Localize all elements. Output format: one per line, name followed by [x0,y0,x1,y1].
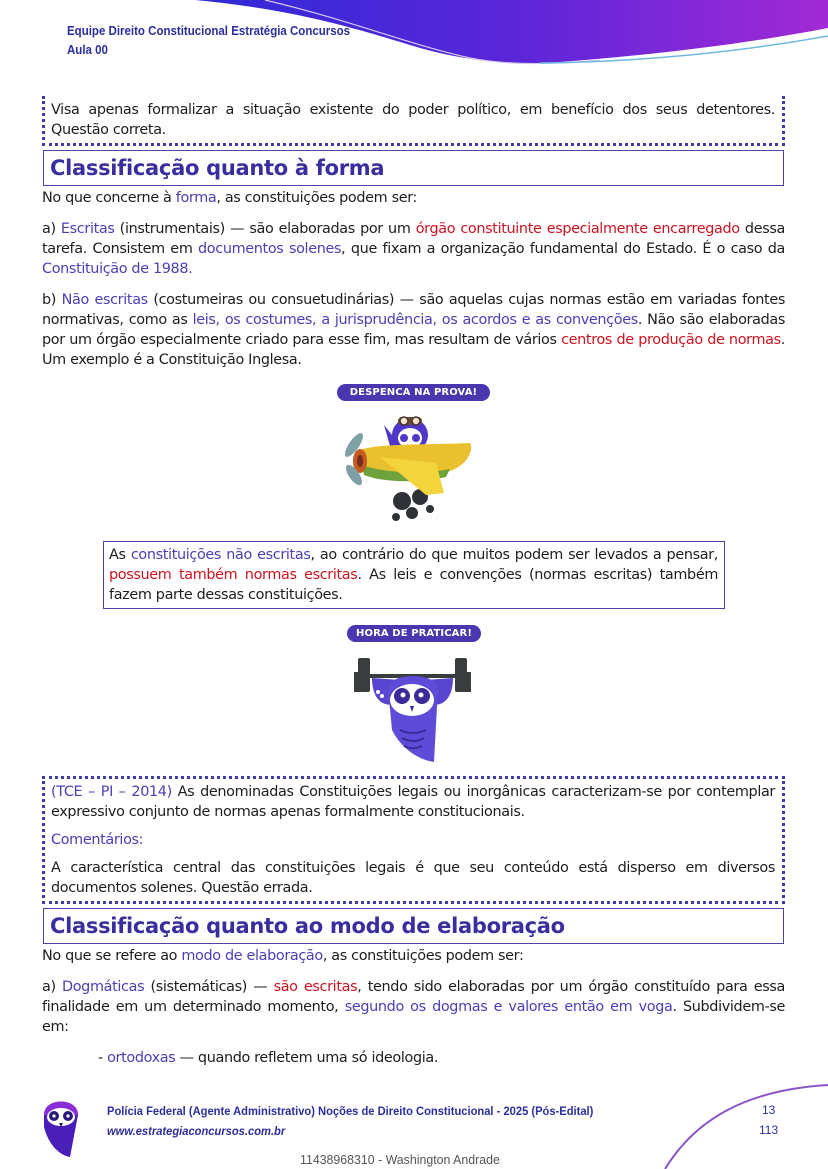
item-text: , tendo sido elaboradas por um órgão constituído para essa finalidade em um determinado momento, [42,979,785,1015]
question-box [42,776,785,904]
question-text: As denominadas Constituições legais ou inorgânicas caracterizam-se por contemplar expressivo conjunto de normas apenas formalmente constitucionais. [51,784,775,820]
box-text: , ao contrário do que muitos podem ser levados a pensar, [310,547,719,563]
intro-highlight: forma [175,190,217,206]
highlight-blue: leis, os costumes, a jurisprudência, os acordos e as convenções [192,312,638,328]
item-text: . Um exemplo é a Constituição Inglesa. [42,332,785,368]
item-prefix: b) [42,292,62,308]
owl-logo-icon [40,1093,82,1161]
item-prefix: a) [42,979,62,995]
footer-course-title: Polícia Federal (Agente Administrativo) Noções de Direito Constitucional - 2025 (Pós-Edital) [107,1104,594,1118]
highlight-blue: Constituição de 1988. [42,261,193,277]
comments-label: Comentários: [51,832,144,848]
box-text: As [109,547,131,563]
box-text: . As leis e convenções (normas escritas) também fazem parte dessas constituições. [109,567,719,603]
item-prefix: - [98,1050,108,1066]
page-number-total: 113 [759,1123,779,1137]
footer-curve-decoration [655,1080,828,1169]
footer-website-link[interactable]: www.estrategiaconcursos.com.br [107,1124,286,1138]
item-text: . Subdividem-se em: [42,999,785,1035]
section-title-text: Classificação quanto à forma [50,156,385,180]
item-prefix: a) [42,221,61,237]
header-team-name: Equipe Direito Constitucional Estratégia Concursos [67,24,351,38]
highlight-blue: documentos solenes [198,241,342,257]
term-dogmaticas: Dogmáticas [62,979,145,995]
section2-intro [42,946,785,966]
footer-watermark: 11438968310 - Washington Andrade [300,1152,500,1167]
owl-airplane-illustration [340,405,480,527]
hora-de-praticar-badge: HORA DE PRATICAR! [347,625,481,642]
term-escritas: Escritas [60,221,115,237]
highlight-red: centros de produção de normas [561,332,781,348]
item-text: (sistemáticas) — [144,979,274,995]
term-nao-escritas: Não escritas [61,292,148,308]
intro-highlight: modo de elaboração [181,948,323,964]
highlight-red: órgão constituinte especialmente encarregado [415,221,740,237]
highlight-box-nao-escritas [103,541,725,609]
section-title-forma [43,150,784,186]
question-answer: A característica central das constituições legais é que seu conteúdo está disperso em diversos documentos solenes. Questão errada. [51,860,775,896]
highlight-red: são escritas [273,979,358,995]
intro-text: No que se refere ao [42,948,182,964]
highlight-blue: constituições não escritas [130,547,311,563]
item-text: dessa tarefa. Consistem em [42,221,785,257]
page-number-current: 13 [762,1103,776,1117]
question-source: (TCE – PI – 2014) [51,784,172,800]
intro-text-end: , as constituições podem ser: [322,948,524,964]
term-ortodoxas: ortodoxas [107,1050,176,1066]
section1-intro [42,188,785,208]
previous-answer-text: Visa apenas formalizar a situação existente do poder político, em benefício dos seus detentores. Questão correta. [51,102,775,138]
section-title-text: Classificação quanto ao modo de elaboração [50,914,565,938]
item-escritas [42,219,785,279]
owl-weightlifting-illustration [350,650,475,765]
item-text: , que fixam a organização fundamental do Estado. É o caso da [341,241,786,257]
despenca-na-prova-badge: DESPENCA NA PROVA! [337,384,490,401]
sub-item-ortodoxas [98,1048,778,1068]
previous-answer-box [42,96,785,146]
intro-text-end: , as constituições podem ser: [216,190,418,206]
highlight-red: possuem também normas escritas [109,567,358,583]
item-dogmaticas [42,977,785,1037]
item-text: (costumeiras ou consuetudinárias) — são aquelas cujas normas estão em variadas fontes normativas, como as [42,292,785,328]
intro-text: No que concerne à [42,190,176,206]
item-text: . Não são elaboradas por um órgão especialmente criado para esse fim, mas resultam de vários [42,312,785,348]
highlight-blue: segundo os dogmas e valores então em voga [344,999,673,1015]
section-title-modo-elaboracao [43,908,784,944]
item-nao-escritas [42,290,785,370]
item-text: (instrumentais) — são elaboradas por um [114,221,416,237]
question-statement [51,782,775,822]
item-text: — quando refletem uma só ideologia. [175,1050,439,1066]
header-lesson: Aula 00 [67,43,108,57]
page-header [0,0,828,80]
